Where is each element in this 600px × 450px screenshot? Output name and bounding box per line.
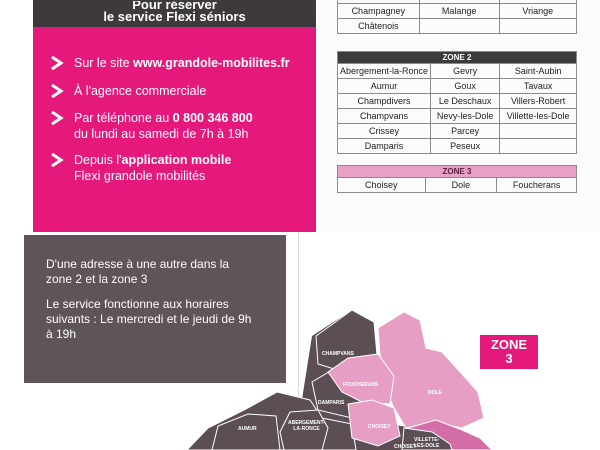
zone3-table <box>337 165 577 193</box>
table-cell: Goux <box>431 79 500 94</box>
table-cell: Foucherans <box>497 178 577 193</box>
service-hours-text: Le service fonctionne aux horaires suivants : Le mercredi et le jeudi de 9h à 19h <box>46 297 252 341</box>
table-cell <box>500 139 577 154</box>
reservation-header-line2: le service Flexi séniors <box>103 9 246 24</box>
reservation-item-app: Depuis l'application mobile Flexi grandole mobilités <box>49 152 231 184</box>
zone3-badge: ZONE 3 <box>480 335 538 369</box>
table-cell: Crissey <box>338 124 431 139</box>
table-cell: Vriange <box>499 4 576 19</box>
map-label-abergement: ABERGEMENT- LA-RONCE <box>288 420 325 432</box>
map-label-aumur: AUMUR <box>238 426 257 432</box>
table-cell: Dole <box>425 178 497 193</box>
chevron-right-icon <box>49 83 65 99</box>
zone1-table <box>337 0 577 34</box>
table-cell: Tavaux <box>500 79 577 94</box>
reservation-item-agency: À l'agence commerciale <box>49 83 206 99</box>
map-label-champvans: CHAMPVANS <box>322 351 354 357</box>
chevron-right-icon <box>49 110 65 126</box>
table-row <box>338 109 577 124</box>
reservation-item-phone: Par téléphone au 0 800 346 800 du lundi au samedi de 7h à 19h <box>49 110 253 142</box>
phone-hours: du lundi au samedi de 7h à 19h <box>74 127 249 141</box>
map-label-foucherans: FOUCHERANS <box>343 382 379 388</box>
table-cell: Châtenois <box>338 19 420 34</box>
table-cell: Peseux <box>431 139 500 154</box>
table-row <box>338 178 577 193</box>
zone3-title: ZONE 3 <box>338 166 577 178</box>
table-row <box>338 94 577 109</box>
service-info-box <box>24 235 286 383</box>
table-row <box>338 124 577 139</box>
table-row <box>338 139 577 154</box>
table-cell <box>500 124 577 139</box>
map-region-choisey <box>348 400 400 446</box>
map-label-dole: DOLE <box>428 390 442 396</box>
table-cell: Malange <box>419 4 499 19</box>
reservation-header-line1: Pour réserver <box>132 1 217 9</box>
table-cell: Choisey <box>338 178 426 193</box>
map-label-damparis: DAMPARIS <box>318 400 345 406</box>
zone-map-page <box>22 232 600 450</box>
table-cell <box>499 19 576 34</box>
table-cell <box>419 19 499 34</box>
zone2-title: ZONE 2 <box>338 52 577 64</box>
mobile-app-link[interactable]: application mobile <box>121 153 232 167</box>
reservation-item-website[interactable]: Sur le site www.grandole-mobilites.fr <box>49 55 290 71</box>
table-cell: Gevry <box>431 64 500 79</box>
reservation-panel <box>33 0 316 232</box>
map-label-choisey: CHOISEY <box>368 424 391 430</box>
zone2-table <box>337 51 577 154</box>
chevron-right-icon <box>49 152 65 168</box>
table-cell: Abergement-la-Ronce <box>338 64 431 79</box>
chevron-right-icon <box>49 55 65 71</box>
map-label-villette: VILLETTE- LES-DOLE <box>414 437 440 449</box>
table-row <box>338 79 577 94</box>
phone-number[interactable]: 0 800 346 800 <box>172 111 253 125</box>
table-cell: Villers-Robert <box>500 94 577 109</box>
map-region-aumur <box>212 414 280 450</box>
table-cell: Damparis <box>338 139 431 154</box>
website-link[interactable]: www.grandole-mobilites.fr <box>133 56 290 70</box>
map-label-choisey-2: CHOISEY <box>394 444 417 450</box>
zone-tables <box>318 0 600 232</box>
table-cell: Nevy-les-Dole <box>431 109 500 124</box>
reservation-header <box>33 0 316 27</box>
table-cell: Aumur <box>338 79 431 94</box>
table-cell: Champdivers <box>338 94 431 109</box>
table-cell: Champvans <box>338 109 431 124</box>
table-cell: Champagney <box>338 4 420 19</box>
table-cell: Parcey <box>431 124 500 139</box>
service-area-text: D'une adresse à une autre dans la zone 2 et la zone 3 <box>46 257 230 286</box>
table-cell: Le Deschaux <box>431 94 500 109</box>
table-cell: Villette-les-Dole <box>500 109 577 124</box>
table-cell: Saint-Aubin <box>500 64 577 79</box>
table-row <box>338 64 577 79</box>
app-name: Flexi grandole mobilités <box>74 169 206 183</box>
